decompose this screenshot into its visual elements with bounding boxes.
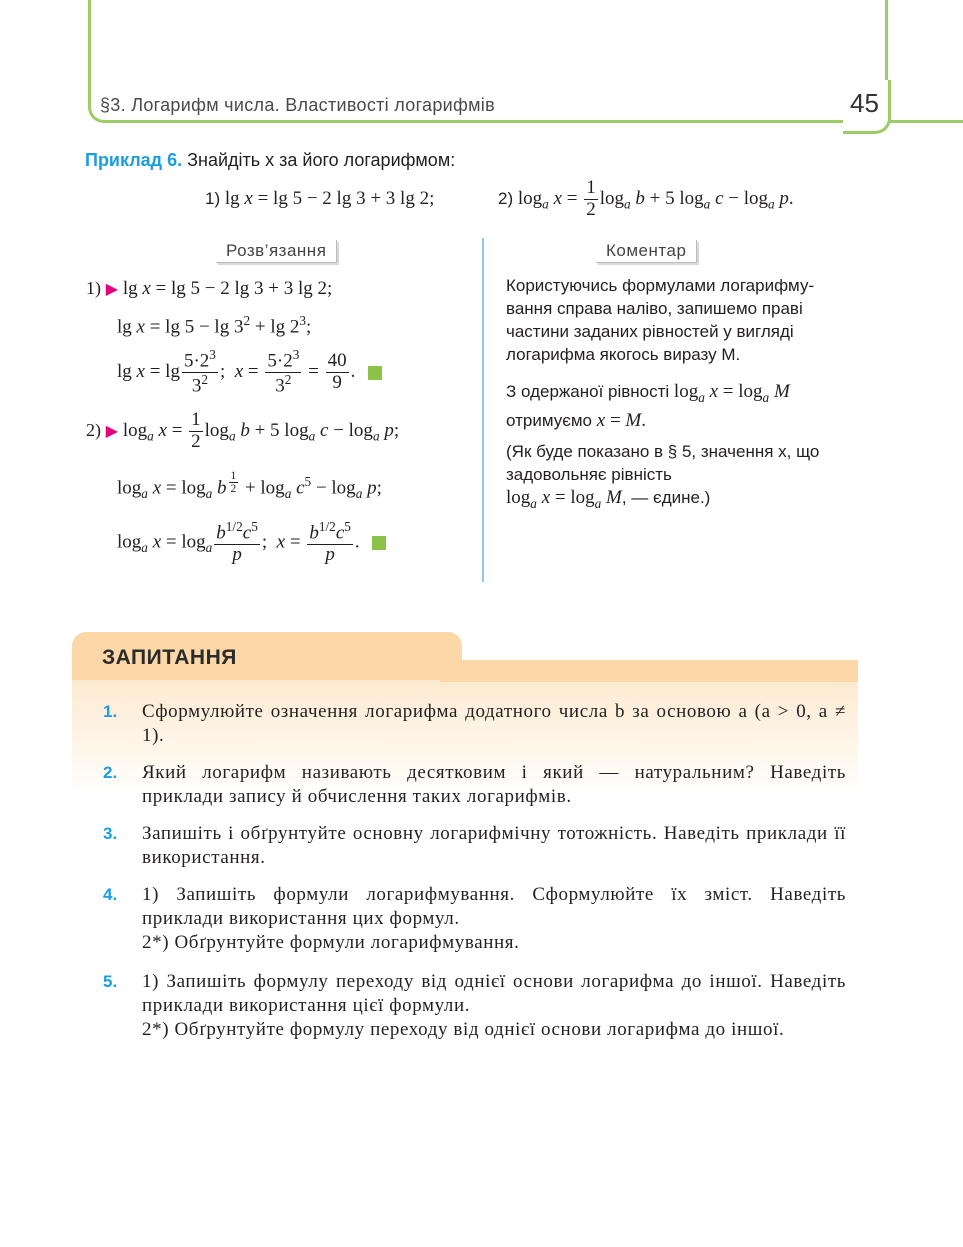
example-equation-2: 2) $\log_a x$ = $\frac{1}{2}$ $\log_a b + 5$ $\log_a c - \log_a p$. (498, 177, 794, 220)
example-equation-1: 1) lg x = lg 5 − 2 lg 3 + 3 lg 2; (205, 188, 435, 209)
play-marker-icon: ▶ (105, 281, 119, 298)
solution-1-line-2: $\lg x = \lg 5 - \lg 3^2 + \lg 2^3$; (117, 313, 312, 338)
questions-title: ЗАПИТАННЯ (102, 646, 237, 669)
question-number: 1. (103, 702, 118, 721)
commentary-paragraph-2: З одержаної рівності $\log_a x = \log_a M$ отримуємо x = M. (506, 381, 790, 431)
header-rule (890, 120, 963, 123)
column-divider (482, 238, 484, 582)
question-text: 1) Запишіть формулу переходу від однієї основи логарифма до іншої. Наведіть приклади використання цієї формули. 2*) Обґрунтуйте формулу переходу від однієї основи логарифма до іншої. (142, 971, 846, 1040)
question-text: Який логарифм називають десятковим і який — натуральним? Наведіть приклади запису й обчислення таких логарифмів. (142, 762, 846, 807)
commentary-title: Коментар (596, 240, 697, 263)
solution-1-line-1: 1) ▶ lg x = lg 5 − 2 lg 3 + 3 lg 2; (86, 278, 333, 299)
solution-2-line-2: $\log_a x = \log_a b$ $^{\frac{1}{2}}$ + $\log_a c^5 - \log_a p$; (117, 470, 382, 502)
solution-1-line-3: lg x = lg $\frac{5\cdot 2^3}{3^2}$ ; x = $\frac{5\cdot 2^3}{3^2}$ = $\frac{40}{9}$ . (117, 348, 382, 397)
question-number: 4. (103, 885, 118, 904)
solution-title: Розв’язання (216, 240, 337, 263)
question-number: 5. (103, 972, 118, 991)
questions-tab-extension (440, 660, 858, 682)
commentary-paragraph-3: (Як буде показано в § 5, значення x, що задовольняє рівність $\log_a x = \log_a M$, — єдине.) (506, 442, 820, 511)
commentary-paragraph-1: Користуючись формулами логарифму-вання справа наліво, запишемо праві частини заданих рівностей у вигляді логарифма якогось виразу M. (506, 276, 815, 364)
solution-2-line-3: $\log_a x = \log_a$ $\frac{b^{1/2}c^5}{p}$ ; x = $\frac{b^{1/2}c^5}{p}$ . (117, 520, 386, 566)
question-text: Сформулюйте означення логарифма додатного числа b за основою a (a > 0, a ≠ 1). (142, 701, 846, 746)
question-number: 2. (103, 763, 118, 782)
end-of-solution-icon (368, 366, 382, 380)
question-number: 3. (103, 824, 118, 843)
question-text: Запишіть і обґрунтуйте основну логарифмічну тотожність. Наведіть приклади її використання. (142, 823, 846, 868)
example-task: Знайдіть x за його логарифмом: (187, 150, 456, 170)
example-label: Приклад 6. (85, 150, 183, 170)
solution-2-line-1: 2) ▶ $\log_a x$ = $\frac{1}{2}$ $\log_a b + 5$ $\log_a c - \log_a p$; (86, 409, 400, 452)
page-number: 45 (850, 88, 879, 118)
end-of-solution-icon (372, 536, 386, 550)
example-heading (85, 150, 455, 171)
running-head: §3. Логарифм числа. Властивості логарифмів (100, 95, 495, 115)
question-text: 1) Запишіть формули логарифмування. Сформулюйте їх зміст. Наведіть приклади використання цих формул. 2*) Обґрунтуйте формули логарифмування. (142, 884, 846, 953)
play-marker-icon: ▶ (105, 422, 119, 440)
